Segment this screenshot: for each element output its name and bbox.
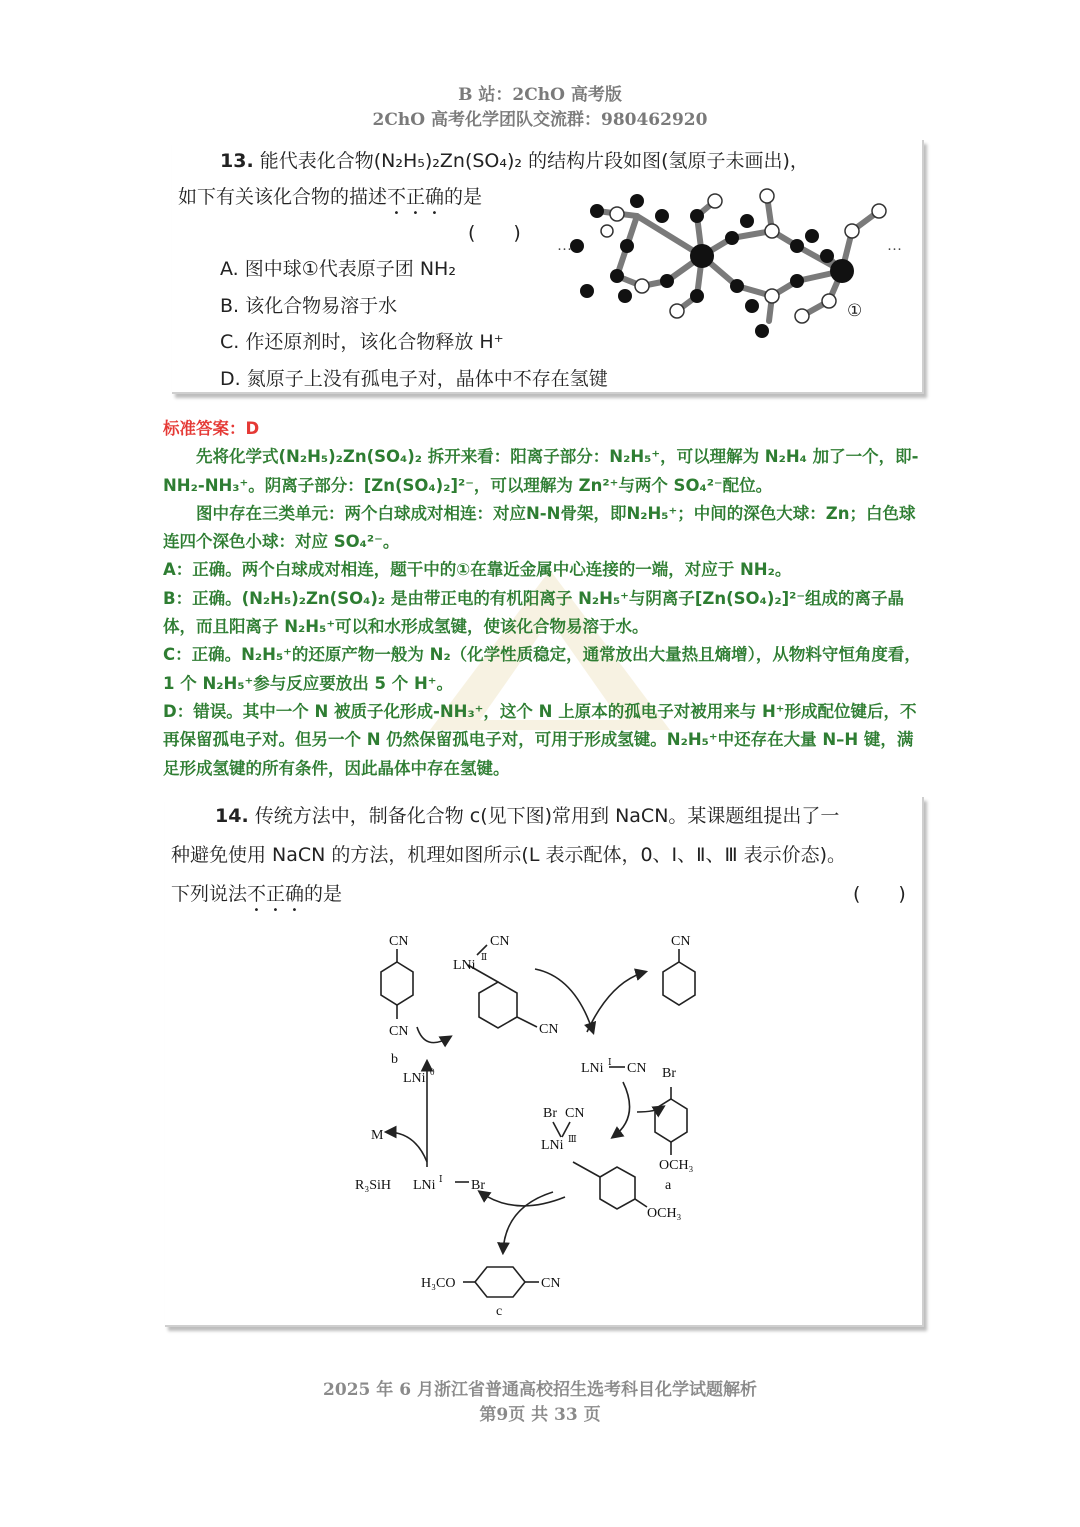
scheme-ni2-ox: Ⅱ: [481, 952, 488, 962]
q14-stem1-text: 传统方法中，制备化合物 c(见下图)常用到 NaCN。某课题组提出了一: [254, 805, 840, 827]
scheme-ni3-cn: CN: [565, 1106, 585, 1121]
answer-label: 标准答案：D: [163, 419, 260, 438]
footer-title: 2025 年 6 月浙江省普通高校招生选考科目化学试题解析: [323, 1380, 757, 1400]
q13-option-d: D. 氮原子上没有孤电子对，晶体中不存在氢键: [220, 368, 608, 390]
q13-stem1-text: 能代表化合物(N₂H₅)₂Zn(SO₄)₂ 的结构片段如图(氢原子未画出)，: [259, 150, 809, 172]
scheme-lni1-cn: LNi: [581, 1061, 604, 1076]
scheme-lni3: LNi: [541, 1138, 564, 1153]
question-14-card: [165, 797, 924, 1327]
header-site: B 站：2ChO 高考版: [458, 85, 622, 105]
header-group: 2ChO 高考化学团队交流群：980462920: [372, 110, 708, 130]
scheme-lni0: LNi: [403, 1071, 426, 1086]
q13-stem-line1: [220, 146, 809, 173]
scheme-ni3-och3: OCH₃: [647, 1206, 682, 1221]
q13-stem-line2: [178, 182, 482, 219]
q13-stem2-post: 的是: [444, 186, 483, 208]
q14-stem-line1: [215, 801, 839, 828]
q14-stem3-emphasis: 不正确: [247, 883, 305, 905]
scheme-r3sih: R₃SiH: [355, 1178, 392, 1193]
scheme-aryl-cn: CN: [539, 1022, 559, 1037]
scheme-a-och3: OCH₃: [659, 1158, 694, 1173]
scheme-ni2-cn: CN: [490, 934, 510, 949]
scheme-ni0-ox: 0: [430, 1067, 435, 1077]
scheme-c-h3co: H₃CO: [421, 1276, 456, 1291]
q14-stem3-pre: 下列说法: [171, 883, 248, 905]
scheme-lni2: LNi: [453, 958, 476, 973]
answer-section: [163, 415, 923, 783]
scheme-b-cn-bottom: CN: [389, 1024, 409, 1039]
answer-line-1: 先将化学式(N₂H₅)₂Zn(SO₄)₂ 拆开来看：阳离子部分：N₂H₅⁺，可以理解为 N₂H₄ 加了一个，即-NH₂-NH₃⁺。阴离子部分：[Zn(SO₄)₂]²⁻，可以理解为 Zn²⁺与两个 SO₄²⁻配位。: [163, 447, 919, 495]
q13-option-b: B. 该化合物易溶于水: [220, 295, 398, 317]
scheme-lni1-br: LNi: [413, 1178, 436, 1193]
q13-stem2-pre: 如下有关该化合物的描述: [178, 186, 388, 208]
scheme-ni3-br: Br: [543, 1106, 557, 1121]
q13-structure-figure: [557, 176, 907, 346]
answer-line-d: D：错误。其中一个 N 被质子化形成-NH₃⁺，这个 N 上原本的孤电子对被用来与 H⁺形成配位键后，不再保留孤电子对。但另一个 N 仍然保留孤电子对，可用于形成氢键。N₂H₅⁺中还存在大量 N–H 键，满足形成氢键的所有条件，因此晶体中存在氢键。: [163, 701, 917, 778]
scheme-a-br: Br: [662, 1066, 676, 1081]
q14-stem-line3: [171, 879, 342, 916]
scheme-lni1-br-ligand: Br: [471, 1178, 485, 1193]
scheme-ni1-ox: Ⅰ: [608, 1057, 612, 1067]
scheme-b-cn-top: CN: [389, 934, 409, 949]
q13-fig-label-1: ①: [847, 301, 863, 320]
scheme-label-a: a: [665, 1178, 672, 1193]
q14-mechanism-scheme: [355, 927, 735, 1322]
scheme-label-b: b: [391, 1052, 398, 1067]
scheme-lni1-cn-ligand: CN: [627, 1061, 647, 1076]
answer-line-a: A：正确。两个白球成对相连，题干中的①在靠近金属中心连接的一端，对应于 NH₂。: [163, 560, 792, 580]
q13-fig-ellipsis-left: ···: [557, 242, 572, 258]
q14-stem-line2: 种避免使用 NaCN 的方法，机理如图所示(L 表示配体，0、Ⅰ、Ⅱ、Ⅲ 表示价态)。: [171, 844, 847, 866]
q14-number: 14.: [215, 805, 249, 827]
q13-fig-ellipsis-right: ···: [887, 242, 902, 258]
q13-number: 13.: [220, 150, 254, 172]
scheme-ni1br-ox: Ⅰ: [439, 1174, 443, 1184]
answer-line-c: C：正确。N₂H₅⁺的还原产物一般为 N₂（化学性质稳定，通常放出大量热且熵增），从物料守恒角度看，1 个 N₂H₅⁺参与反应要放出 5 个 H⁺。: [163, 645, 921, 693]
scheme-m: M: [371, 1128, 384, 1143]
scheme-product-cn: CN: [671, 934, 691, 949]
q13-answer-bracket: ( ): [468, 222, 521, 244]
footer-page-number: 第9页 共 33 页: [479, 1405, 601, 1425]
q13-option-a: A. 图中球①代表原子团 NH₂: [220, 258, 456, 280]
scheme-c-cn: CN: [541, 1276, 561, 1291]
scheme-label-c: c: [496, 1304, 503, 1319]
q13-option-c: C. 作还原剂时，该化合物释放 H⁺: [220, 331, 504, 353]
q13-stem2-emphasis: 不正确: [387, 186, 445, 208]
answer-line-b: B：正确。(N₂H₅)₂Zn(SO₄)₂ 是由带正电的有机阳离子 N₂H₅⁺与阴离子[Zn(SO₄)₂]²⁻组成的离子晶体，而且阳离子 N₂H₅⁺可以和水形成氢键，使该化合物易溶于水。: [163, 588, 905, 637]
q14-answer-bracket: ( ): [853, 883, 906, 905]
q14-stem3-post: 的是: [304, 883, 343, 905]
answer-line-2: 图中存在三类单元：两个白球成对相连：对应N-N骨架，即N₂H₅⁺；中间的深色大球：Zn；白色球连四个深色小球：对应 SO₄²⁻。: [163, 503, 916, 552]
scheme-ni3-ox: Ⅲ: [568, 1134, 577, 1144]
question-13-card: [172, 140, 924, 394]
